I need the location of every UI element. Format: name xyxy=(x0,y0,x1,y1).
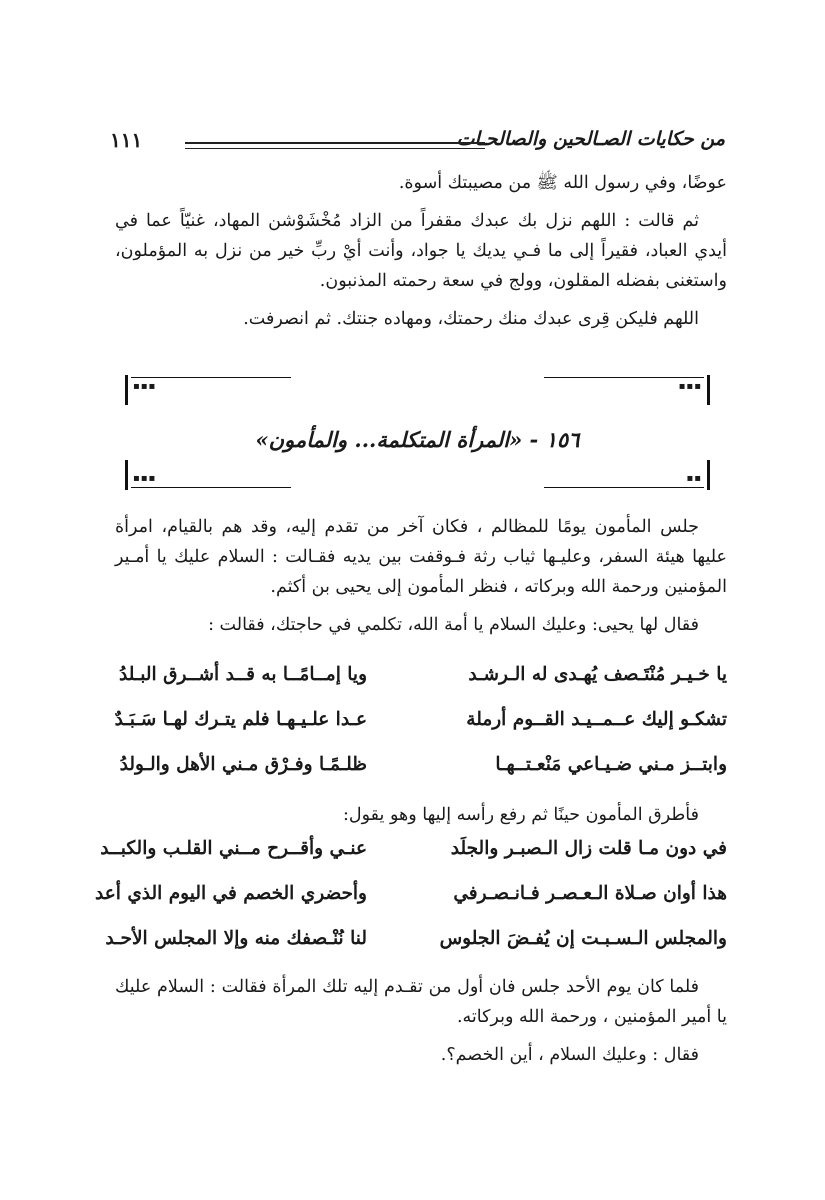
verse-first-half: في دون مـا قلت زال الـصبـر والجلَد xyxy=(450,838,727,859)
poem-first xyxy=(110,664,727,799)
verse-second-half: عنـي وأقــرح مــني القلـب والكبــد xyxy=(100,838,367,859)
running-header xyxy=(110,128,725,158)
verse-line xyxy=(105,928,727,973)
verse-second-half: عـدا علـيـهـا فلم يتـرك لهـا سَـبَـدٌ xyxy=(114,709,367,730)
top-text-block xyxy=(115,168,727,334)
verse-first-half: تشكـو إليك عــمــيـد القــوم أرملة xyxy=(466,709,727,730)
paragraph: فأطرق المأمون حينًا ثم رفع رأسه إليها وهو يقول: xyxy=(343,805,699,825)
verse-line xyxy=(94,883,727,928)
paragraph: عوضًا، وفي رسول الله ﷺ من مصيبتك أسوة. xyxy=(398,173,727,193)
verse-second-half: لنا نُنْـصفك منه وإلا المجلس الأحـد xyxy=(105,928,367,949)
verse-line xyxy=(110,754,727,799)
verse-first-half: والمجلس الـسـبـت إن يُفـضَ الجلوس xyxy=(439,928,727,949)
middle-text-block xyxy=(115,800,727,830)
verse-second-half: ويا إمــامًــا به قــد أشــرق البـلدُ xyxy=(119,664,367,685)
ornament-bottom-left: ▪▪▪ xyxy=(125,460,300,490)
poem-second xyxy=(94,838,727,973)
verse-first-half: هذا أوان صـلاة الـعـصـر فـانـصـرفي xyxy=(453,883,727,904)
ornament-top-left: ▪▪▪ xyxy=(125,375,300,405)
verse-line xyxy=(100,838,727,883)
story-text-block xyxy=(115,512,727,640)
section-title: ١٥٦ - «المرأة المتكلمة... والمأمون» xyxy=(255,427,580,452)
verse-second-half: وأحضري الخصم في اليوم الذي أعد xyxy=(94,883,367,904)
paragraph: فلما كان يوم الأحد جلس فان أول من تقـدم إليه تلك المرأة فقالت : السلام عليك يا أمير المؤمنين ، ورحمة الله وبركاته. xyxy=(115,977,727,1027)
verse-second-half: ظلـمًـا وفـرْق مـني الأهل والـولدُ xyxy=(119,754,367,775)
paragraph: فقال : وعليك السلام ، أين الخصم؟. xyxy=(440,1045,699,1065)
verse-line xyxy=(110,709,727,754)
header-rule xyxy=(185,142,485,149)
section-banner xyxy=(125,375,710,490)
ornament-top-right: ▪▪▪ xyxy=(535,375,710,405)
ornament-bottom-right: ▪▪ xyxy=(535,460,710,490)
bottom-text-block xyxy=(115,972,727,1070)
verse-first-half: وابتــز مـني ضـيـاعي مَنْعـتــهـا xyxy=(495,754,727,775)
paragraph: ثم قالت : اللهم نزل بك عبدك مقفراً من الزاد مُخْشَوْشن المهاد، غنيّاً عما في أيدي العباد، فقيراً إلى ما فـي يديك يا جواد، وأنت أيْ ربِّ خير من نزل به المؤملون، واستغنى بفضله المقلون، وولج في سعة رحمته المذنبون. xyxy=(115,211,727,291)
running-title: من حكايات الصـالحين والصالحـات xyxy=(456,128,725,150)
verse-line xyxy=(110,664,727,709)
page-number: ١١١ xyxy=(110,128,143,152)
verse-first-half: يا خـيـر مُنْتَـصف يُهـدى له الـرشـد xyxy=(468,664,727,685)
paragraph: اللهم فليكن قِرى عبدك منك رحمتك، ومهاده جنتك. ثم انصرفت. xyxy=(243,309,699,329)
paragraph: فقال لها يحيى: وعليك السلام يا أمة الله، تكلمي في حاجتك، فقالت : xyxy=(208,615,699,635)
paragraph: جلس المأمون يومًا للمظالم ، فكان آخر من تقدم إليه، وقد هم بالقيام، امرأة عليها هيئة السفر، وعليـها ثياب رثة فـوقفت بين يديه فقـالت : السلام عليك يا أمـير المؤمنين ورحمة الله وبركاته ، فنظر المأمون إلى يحيى بن أكثم. xyxy=(115,517,727,597)
